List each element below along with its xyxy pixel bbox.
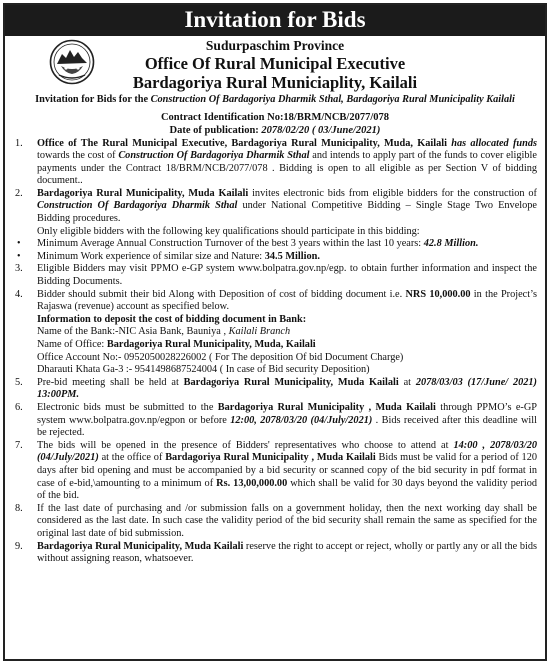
clause-3 [11, 263, 537, 288]
notice-body [5, 137, 545, 566]
clause-text [37, 289, 537, 377]
experience-value: 34.5 Million. [264, 250, 320, 262]
contract-id: Contract Identification No:18/BRM/NCB/2077/078 [160, 111, 390, 123]
invitation-lead: Invitation for Bids for the [35, 94, 151, 105]
bank-branch: Kailali Branch [228, 326, 291, 338]
clause-4 [11, 289, 537, 377]
clause-number: 8. [15, 502, 23, 514]
bullet-text [37, 251, 537, 264]
invitation-line [5, 92, 545, 107]
text-span: which shall be valid for 30 days beyond the validity period of the bid. [37, 477, 537, 502]
submission-deadline: 12:00, 2078/03/20 (04/July/2021) [230, 414, 373, 426]
office-account: Office Account No:- 0952050028226002 ( For The deposition Of bid Document Charge) [37, 351, 404, 363]
clause-6 [11, 402, 537, 440]
clause-1 [11, 138, 537, 188]
text-span: Minimum Work experience of similar size and Nature: [37, 250, 265, 262]
project-ref: Construction Of Bardagoriya Dharmik Sthal [37, 200, 238, 212]
text-span: under National Competitive Bidding – Single Stage Two Envelope Bidding procedures. [37, 200, 537, 225]
clause-7 [11, 440, 537, 503]
office-name-value: Bardagoriya Rural Municipality, Muda, Kailali [106, 339, 316, 350]
prebid-date: 2078/03/03 (17/June/ 2021) 13:00PM. [37, 376, 537, 401]
turnover-value: 42.8 Million. [423, 238, 479, 250]
text-span: at the office of [98, 452, 166, 464]
qualification-turnover [11, 238, 537, 251]
clause-number: 6. [15, 401, 23, 413]
clause-number: 3. [15, 263, 23, 275]
notice-frame [3, 3, 547, 661]
bank-info-heading: Information to deposit the cost of bidding document in Bank: [37, 313, 307, 325]
clause-text [37, 440, 537, 503]
clause-9 [11, 541, 537, 566]
municipality-ref: Bardagoriya Rural Municipality, Muda Kailali [37, 540, 244, 552]
office-ref: Office of The Rural Municipal Executive, Bardagoriya Rural Municipality, Muda, Kailali [37, 137, 447, 149]
text-span: Only eligible bidders with the following key qualifications should participate in this bidding: [37, 225, 420, 237]
publication-date-value: 2078/02/20 ( 03/June/2021) [261, 124, 381, 136]
text-span: Bidder should submit their bid Along with Deposition of cost of bidding document i.e. [37, 288, 406, 300]
funds-phrase: has allocated funds [446, 137, 537, 149]
bid-security-amount: Rs. 13,00,000.00 [216, 477, 288, 489]
clause-number: 4. [15, 288, 23, 300]
municipality-ref: Bardagoriya Rural Municipality , Muda Kailali [217, 401, 436, 413]
clause-2 [11, 188, 537, 238]
clause-text: Eligible Bidders may visit PPMO e-GP system www.bolpatra.gov.np/egp. to obtain further information and inspect the Bidding Documents. [37, 263, 537, 288]
text-span: in the Project’s Rajaswa (revenue) account as specified below. [37, 288, 537, 313]
text-span: invites electronic bids from eligible bidders for the construction of [248, 187, 537, 199]
text-span: towards the cost of [37, 150, 119, 162]
text-span: Bids must be valid for a period of 120 days after bid opening and must be accompanied by a bid security or scanned copy of the bid security in pdf format in case of e-bid,\amounting to a minimum of [37, 452, 538, 489]
publication-date [5, 124, 545, 137]
clause-text [37, 541, 537, 566]
province-name: Sudurpaschim Province [205, 38, 345, 53]
clause-text [37, 402, 537, 440]
text-span: reserve the right to accept or reject, wholly or partly any or all the bids without assigning reason, whatsoever. [37, 540, 537, 565]
opening-date: 14:00 , 2078/03/20 (04/July/2021) [37, 439, 538, 464]
notice-title: Invitation for Bids [5, 5, 545, 36]
qualification-experience [11, 251, 537, 264]
text-span: Minimum Average Annual Construction Turnover of the best 3 years within the last 10 years: [37, 238, 424, 250]
clause-text [37, 188, 537, 238]
municipality-ref: Bardagoriya Rural Municipality, Muda Kailali [37, 187, 249, 199]
text-span: . Bids received after this deadline will be rejected. [37, 414, 537, 439]
office-name-label: Name of Office: [37, 339, 107, 350]
clause-number: 7. [15, 439, 23, 451]
dharauti-account: Dharauti Khata Ga-3 :- 9541498687524004 ( In case of Bid security Deposition) [37, 364, 370, 376]
clause-number: 2. [15, 187, 23, 199]
municipality-ref: Bardagoriya Rural Municipality , Muda Kailali [165, 452, 376, 464]
clause-8 [11, 503, 537, 541]
municipality-name: Bardagoriya Rural Municiaplity, Kailali [132, 73, 418, 92]
clause-text [37, 377, 537, 402]
bullet-icon: • [17, 250, 21, 262]
text-span: The bids will be opened in the presence of Bidders' representatives who choose to attend at [37, 439, 454, 451]
government-emblem-icon [49, 39, 95, 85]
clause-text: If the last date of purchasing and /or submission falls on a government holiday, then the next working day shall be considered as the last date. In such case the validity period of the bid security shall remain the same as specified for the original last date of bid submission. [37, 502, 537, 539]
bank-name: Name of the Bank:-NIC Asia Bank, Bauniya , [37, 326, 229, 338]
text-span: Electronic bids must be submitted to the [37, 401, 218, 413]
text-span: through PPMO’s e-GP system www.bolpatra.gov.np/egpon or before [37, 401, 537, 426]
publication-date-label: Date of publication: [169, 124, 262, 136]
text-span: Pre-bid meeting shall be held at [37, 376, 184, 388]
clause-number: 5. [15, 376, 23, 388]
clause-number: 1. [15, 137, 23, 149]
municipality-ref: Bardagoriya Rural Municipality, Muda Kailali [183, 376, 399, 388]
project-name: Construction Of Bardagoriya Dharmik Sthal, Bardagoriya Rural Municipality Kailali [150, 94, 515, 105]
project-ref: Construction Of Bardagoriya Dharmik Sthal [118, 150, 310, 162]
clause-text [37, 138, 537, 188]
text-span: at [398, 376, 416, 388]
office-name: Office Of Rural Municipal Executive [144, 54, 406, 73]
bullet-text [37, 238, 537, 251]
text-span: and intends to apply part of the funds to cover eligible payments under the Contract 18/BRM/NCB/2077/078 . Bidding is open to all eligible as per Section V of bidding document.. [37, 150, 537, 187]
bullet-icon: • [17, 238, 21, 250]
clause-number: 9. [15, 540, 23, 552]
document-cost: NRS 10,000.00 [405, 288, 471, 300]
clause-5 [11, 377, 537, 402]
header [5, 36, 545, 92]
